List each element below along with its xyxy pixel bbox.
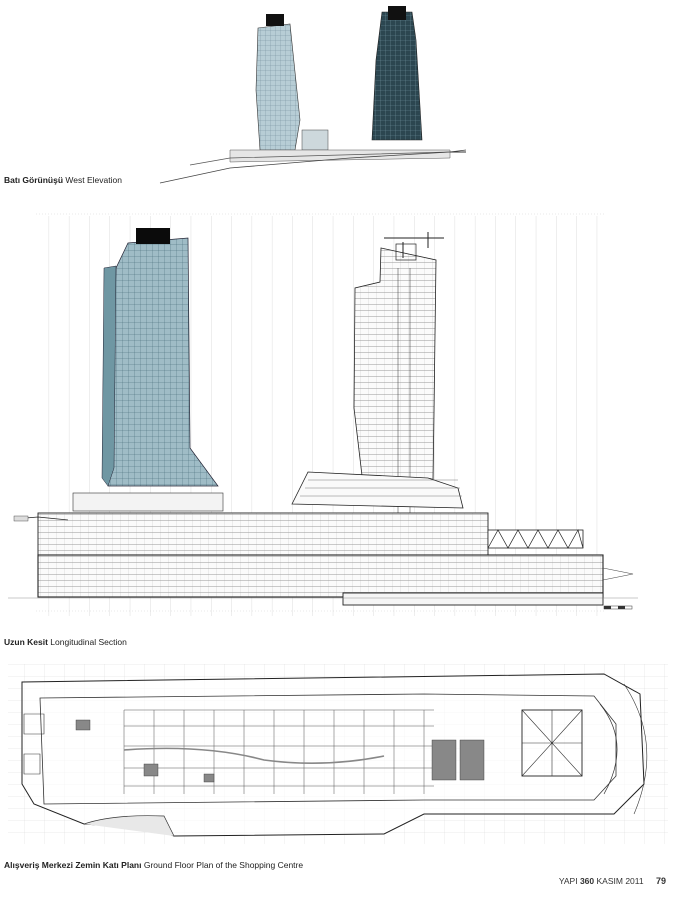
figure-caption-ground-floor-plan xyxy=(4,860,303,871)
page-footer xyxy=(559,876,666,886)
issue-number: 360 xyxy=(579,876,595,886)
page-number: 79 xyxy=(655,876,666,886)
caption-title-tr: Alışveriş Merkezi Zemin Katı Planı xyxy=(4,860,142,870)
caption-title-en: Ground Floor Plan of the Shopping Centre xyxy=(143,860,304,870)
magazine-name: YAPI xyxy=(558,876,578,886)
caption-title-tr: Batı Görünüşü xyxy=(4,175,64,185)
ground-floor-plan-drawing xyxy=(4,664,674,849)
west-elevation-drawing xyxy=(150,0,480,188)
figure-caption-west-elevation xyxy=(4,175,122,186)
longitudinal-section-drawing xyxy=(8,208,648,628)
caption-title-en: Longitudinal Section xyxy=(50,637,127,647)
caption-title-tr: Uzun Kesit xyxy=(4,637,48,647)
issue-date: KASIM 2011 xyxy=(596,876,644,886)
figure-caption-longitudinal-section xyxy=(4,637,127,648)
caption-title-en: West Elevation xyxy=(65,175,122,185)
